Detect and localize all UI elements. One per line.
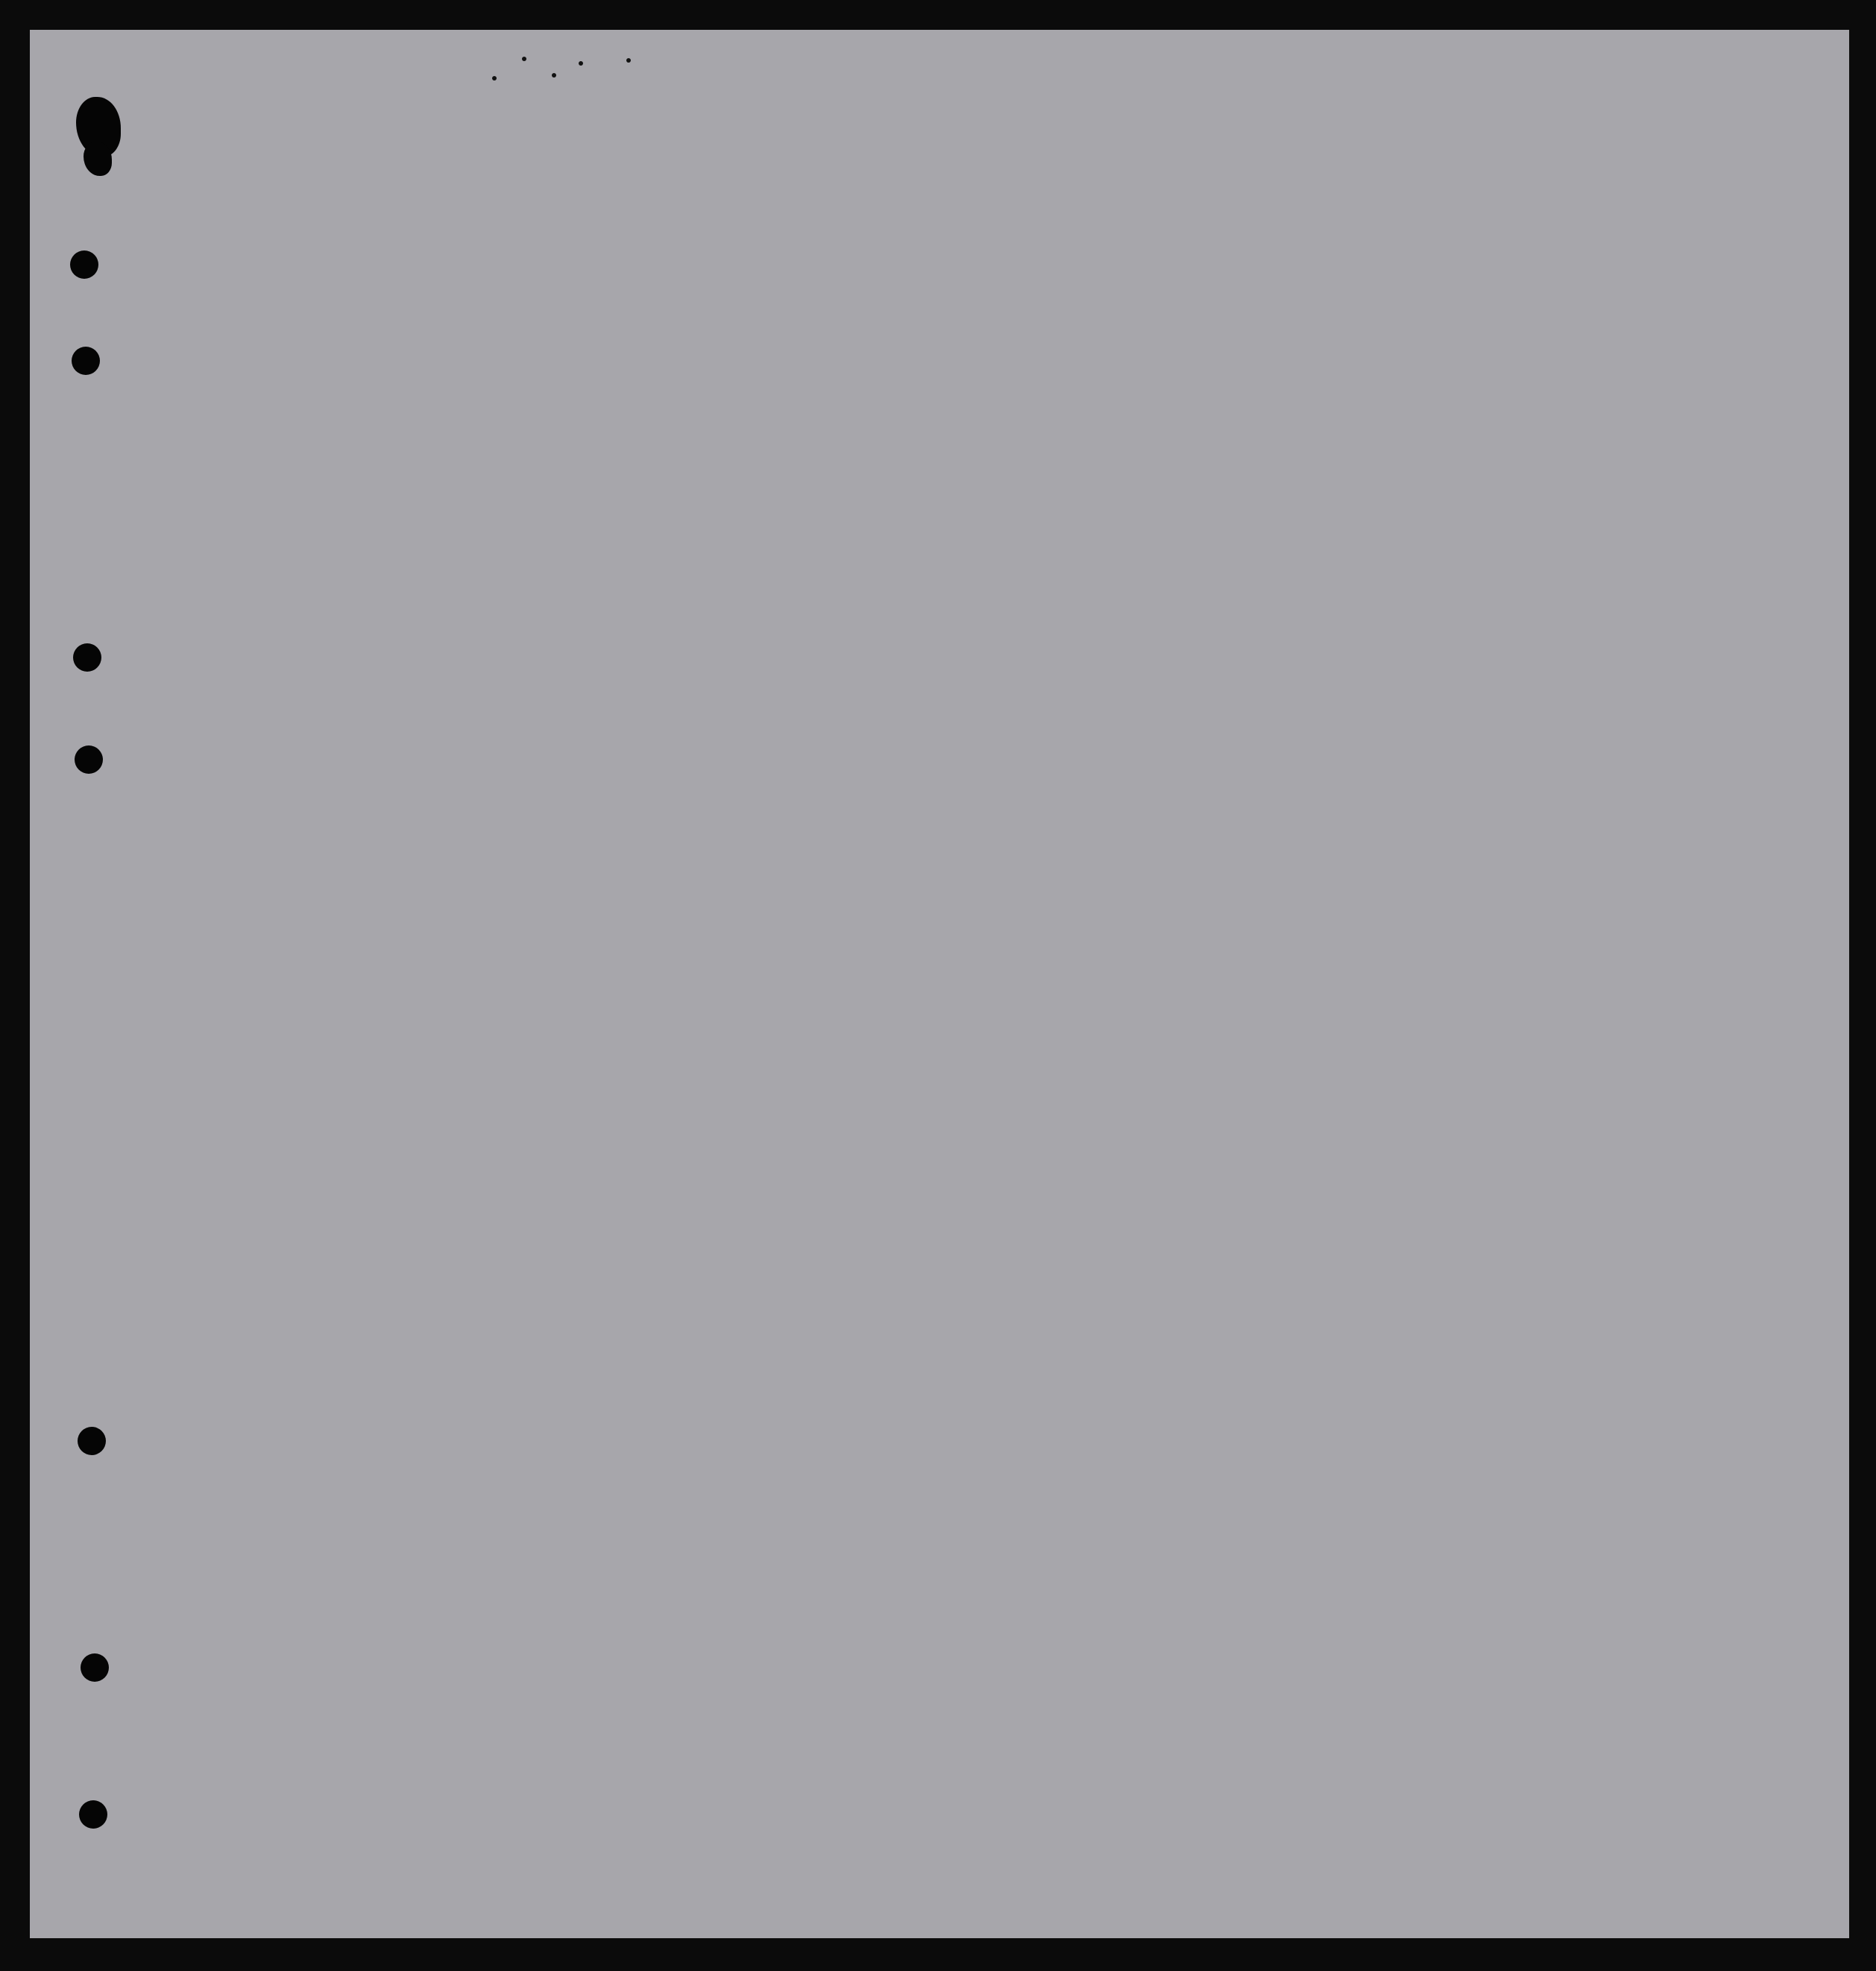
manifest-sheet bbox=[30, 30, 1849, 1938]
table-grid bbox=[30, 30, 1849, 1938]
